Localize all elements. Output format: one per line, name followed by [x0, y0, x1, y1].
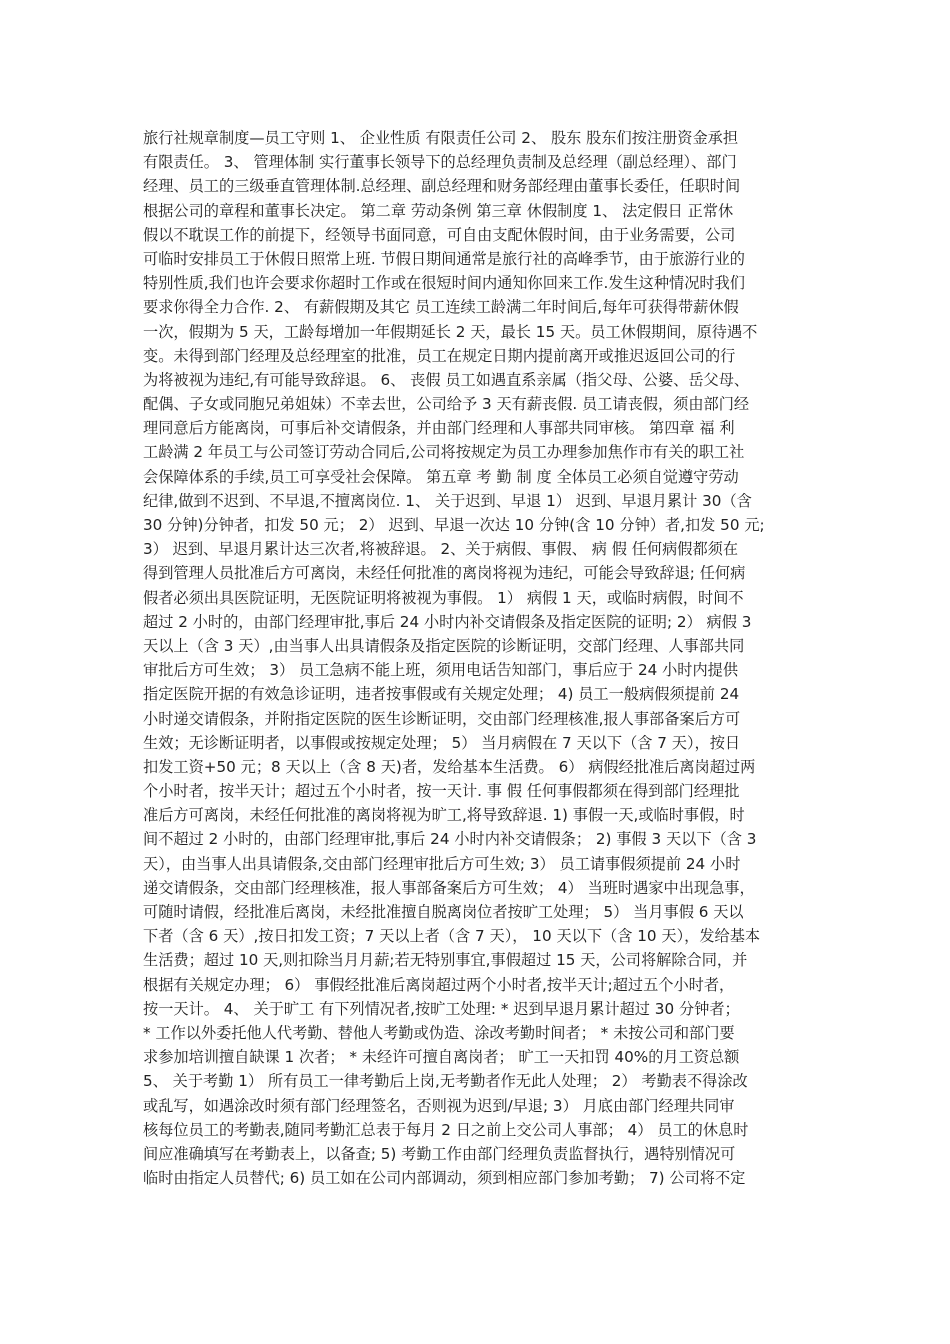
text-line: 递交请假条，交由部门经理核准，报人事部备案后方可生效； 4） 当班时遇家中出现急事，: [143, 878, 755, 897]
text-line: 生效；无诊断证明者，以事假或按规定处理； 5） 当月病假在 7 天以下（含 7 天），按日: [143, 733, 741, 752]
text-line: 纪律,做到不迟到、不早退,不擅离岗位. 1、 关于迟到、早退 1） 迟到、早退月累计 30（含: [143, 491, 752, 510]
text-line: 经理、员工的三级垂直管理体制.总经理、副总经理和财务部经理由董事长委任，任职时间: [143, 177, 741, 196]
text-line: 个小时者，按半天计；超过五个小时者，按一天计. 事 假 任何事假都须在得到部门经理批: [143, 782, 740, 801]
text-line: 核每位员工的考勤表,随同考勤汇总表于每月 2 日之前上交公司人事部； 4） 员工的休息时: [143, 1120, 749, 1139]
text-line: 天），由当事人出具请假条,交由部门经理审批后方可生效; 3） 员工请事假须提前 24 小时: [143, 854, 741, 873]
text-line: 间不超过 2 小时的，由部门经理审批,事后 24 小时内补交请假条； 2) 事假 3 天以下（含 3: [143, 830, 757, 849]
text-line: 下者（含 6 天）,按日扣发工资；7 天以上者（含 7 天）， 10 天以下（含 10 天），发给基本: [143, 927, 761, 946]
text-line: 求参加培训擅自缺课 1 次者； * 未经许可擅自离岗者； 旷工一天扣罚 40%的月工资总额: [143, 1048, 740, 1067]
text-line: 理同意后方能离岗，可事后补交请假条，并由部门经理和人事部共同审核。 第四章 福 利: [143, 419, 735, 438]
text-line: * 工作以外委托他人代考勤、替他人考勤或伪造、涂改考勤时间者； * 未按公司和部门要: [143, 1023, 735, 1042]
text-line: 得到管理人员批准后方可离岗，未经任何批准的离岗将视为违纪，可能会导致辞退; 任何病: [143, 564, 746, 583]
text-line: 间应准确填写在考勤表上，以备查; 5) 考勤工作由部门经理负责监督执行，遇特别情况可: [143, 1144, 736, 1163]
text-line: 有限责任。 3、 管理体制 实行董事长领导下的总经理负责制及总经理（副总经理）、部门: [143, 153, 737, 172]
text-line: 按一天计。 4、 关于旷工 有下列情况者,按旷工处理: * 迟到早退月累计超过 30 分钟者；: [143, 999, 740, 1018]
text-line: 旅行社规章制度—员工守则 1、 企业性质 有限责任公司 2、 股东 股东们按注册资金承担: [143, 129, 739, 147]
text-line: 可临时安排员工于休假日照常上班. 节假日期间通常是旅行社的高峰季节，由于旅游行业的: [143, 249, 745, 268]
text-line: 审批后方可生效； 3） 员工急病不能上班，须用电话告知部门，事后应于 24 小时内提供: [143, 661, 739, 680]
text-line: 根据有关规定办理； 6） 事假经批准后离岗超过两个小时者,按半天计;超过五个小时者，: [143, 975, 735, 994]
text-line: 可随时请假，经批准后离岗，未经批准擅自脱离岗位者按旷工处理； 5） 当月事假 6 天以: [143, 903, 744, 921]
text-line: 为将被视为违纪,有可能导致辞退。 6、 丧假 员工如遇直系亲属（指父母、公婆、岳父母、: [143, 370, 750, 389]
text-line: 指定医院开据的有效急诊证明，违者按事假或有关规定处理； 4) 员工一般病假须提前 24: [143, 685, 740, 704]
text-line: 变。未得到部门经理及总经理室的批准，员工在规定日期内提前离开或推迟返回公司的行: [143, 346, 736, 365]
text-line: 临时由指定人员替代; 6) 员工如在公司内部调动，须到相应部门参加考勤； 7) 公司将不定: [143, 1169, 746, 1188]
text-line: 配偶、子女或同胞兄弟姐妹）不幸去世，公司给予 3 天有薪丧假. 员工请丧假，须由部门经: [143, 395, 750, 414]
text-line: 天以上（含 3 天）,由当事人出具请假条及指定医院的诊断证明，交部门经理、人事部共同: [143, 636, 745, 655]
text-line: 30 分钟)分钟者，扣发 50 元； 2） 迟到、早退一次达 10 分钟(含 10 分钟）者,扣发 50 元;: [143, 516, 765, 534]
text-line: 3） 迟到、早退月累计达三次者,将被辞退。 2、关于病假、事假、 病 假 任何病假都须在: [143, 540, 739, 559]
text-line: 根据公司的章程和董事长决定。 第二章 劳动条例 第三章 休假制度 1、 法定假日 正常休: [143, 201, 734, 220]
text-line: 会保障体系的手续,员工可享受社会保障。 第五章 考 勤 制 度 全体员工必须自觉遵守劳动: [143, 467, 739, 486]
text-line: 一次，假期为 5 天，工龄每增加一年假期延长 2 天，最长 15 天。员工休假期间，原待遇不: [143, 322, 758, 341]
document-body-text: [143, 126, 833, 1190]
text-line: 要求你得全力合作. 2、 有薪假期及其它 员工连续工龄满二年时间后,每年可获得带薪休假: [143, 298, 739, 317]
text-line: 或乱写，如遇涂改时须有部门经理签名，否则视为迟到/早退; 3） 月底由部门经理共同审: [143, 1096, 735, 1115]
text-line: 扣发工资+50 元；8 天以上（含 8 天)者，发给基本生活费。 6） 病假经批准后离岗超过两: [143, 757, 756, 776]
text-line: 小时递交请假条，并附指定医院的医生诊断证明，交由部门经理核准,报人事部备案后方可: [143, 709, 741, 728]
text-line: 假以不耽误工作的前提下，经领导书面同意，可自由支配休假时间，由于业务需要，公司: [143, 225, 736, 244]
text-line: 假者必须出具医院证明，无医院证明将被视为事假。 1） 病假 1 天，或临时病假，时间不: [143, 588, 744, 607]
text-line: 准后方可离岗，未经任何批准的离岗将视为旷工,将导致辞退. 1) 事假一天,或临时事假，时: [143, 806, 745, 825]
text-line: 生活费；超过 10 天,则扣除当月月薪;若无特别事宜,事假超过 15 天，公司将解除合同，并: [143, 951, 748, 970]
text-line: 工龄满 2 年员工与公司签订劳动合同后,公司将按规定为员工办理参加焦作市有关的职工社: [143, 443, 745, 462]
text-line: 超过 2 小时的，由部门经理审批,事后 24 小时内补交请假条及指定医院的证明; 2） 病假 3: [143, 612, 752, 631]
text-line: 特别性质,我们也许会要求你超时工作或在很短时间内通知你回来工作.发生这种情况时我们: [143, 274, 745, 293]
text-line: 5、 关于考勤 1） 所有员工一律考勤后上岗,无考勤者作无此人处理； 2） 考勤表不得涂改: [143, 1072, 748, 1091]
